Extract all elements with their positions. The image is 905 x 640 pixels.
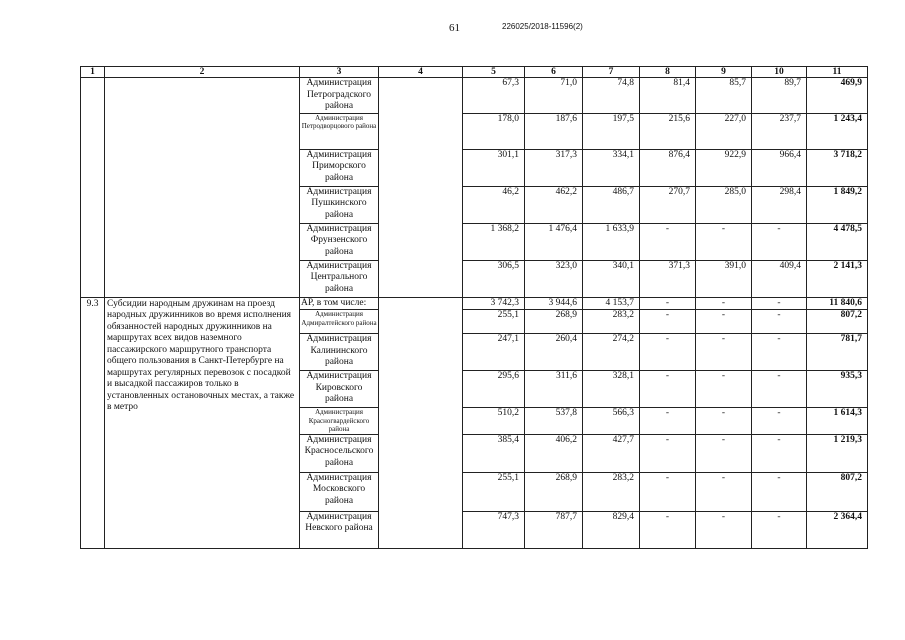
page-number: 61 [449, 22, 460, 34]
administration-name: Администрация Адмиралтейского района [300, 310, 379, 334]
item-description-cell: Субсидии народным дружинам на проезд народных дружинников во время исполнения обязанностей народных дружинников на маршрутах всех видов наземного пассажирского маршрутного транспорта общего пользования в Санкт-Петербурге на маршрутах регулярных перевозок с посадкой и высадкой пассажиров только в установленных остановочных местах, а также в метро [105, 297, 300, 548]
value-cell-11: 469,9 [807, 78, 868, 114]
value-cell-5: 255,1 [463, 472, 525, 511]
administration-name: Администрация Приморского района [300, 149, 379, 186]
administration-name: Администрация Красногвардейского района [300, 408, 379, 435]
column-header-2: 2 [105, 67, 300, 78]
value-cell-8: 81,4 [640, 78, 696, 114]
value-cell-10: 966,4 [752, 149, 807, 186]
value-cell-7: 328,1 [583, 371, 640, 408]
value-cell-10: - [752, 472, 807, 511]
value-cell-5: 46,2 [463, 186, 525, 223]
value-cell-10: - [752, 334, 807, 371]
value-cell-5: 306,5 [463, 260, 525, 297]
table-row [81, 78, 868, 114]
value-cell-6: 3 944,6 [525, 297, 583, 310]
value-cell-5: 747,3 [463, 511, 525, 548]
value-cell-7: 1 633,9 [583, 223, 640, 260]
value-cell-5: 295,6 [463, 371, 525, 408]
value-cell-9: 922,9 [696, 149, 752, 186]
value-cell-6: 71,0 [525, 78, 583, 114]
administration-name: Администрация Петродворцового района [300, 113, 379, 149]
value-cell-7: 340,1 [583, 260, 640, 297]
value-cell-11: 935,3 [807, 371, 868, 408]
value-cell-7: 334,1 [583, 149, 640, 186]
value-cell-6: 268,9 [525, 310, 583, 334]
value-cell-6: 537,8 [525, 408, 583, 435]
value-cell-9: 285,0 [696, 186, 752, 223]
administration-name: Администрация Фрунзенского района [300, 223, 379, 260]
value-cell-9: 227,0 [696, 113, 752, 149]
administration-name: Администрация Кировского района [300, 371, 379, 408]
value-cell-8: 876,4 [640, 149, 696, 186]
value-cell-9: - [696, 310, 752, 334]
value-cell-5: 3 742,3 [463, 297, 525, 310]
value-cell-10: 409,4 [752, 260, 807, 297]
value-cell-10: 237,7 [752, 113, 807, 149]
value-cell-5: 67,3 [463, 78, 525, 114]
value-cell-11: 1 219,3 [807, 434, 868, 472]
administration-name: АР, в том числе: [300, 297, 379, 310]
column-header-7: 7 [583, 67, 640, 78]
value-cell-6: 260,4 [525, 334, 583, 371]
value-cell-9: - [696, 511, 752, 548]
value-cell-6: 1 476,4 [525, 223, 583, 260]
administration-name: Администрация Красносельского района [300, 434, 379, 472]
value-cell-9: 85,7 [696, 78, 752, 114]
administration-name: Администрация Пушкинского района [300, 186, 379, 223]
value-cell-5: 301,1 [463, 149, 525, 186]
value-cell-9: - [696, 297, 752, 310]
column-header-4: 4 [379, 67, 463, 78]
value-cell-8: - [640, 434, 696, 472]
column-header-3: 3 [300, 67, 379, 78]
value-cell-9: - [696, 472, 752, 511]
value-cell-7: 566,3 [583, 408, 640, 435]
value-cell-10: 89,7 [752, 78, 807, 114]
value-cell-7: 197,5 [583, 113, 640, 149]
value-cell-10: 298,4 [752, 186, 807, 223]
item-number-cell: 9.3 [81, 297, 105, 548]
value-cell-10: - [752, 223, 807, 260]
value-cell-11: 2 364,4 [807, 511, 868, 548]
value-cell-11: 2 141,3 [807, 260, 868, 297]
value-cell-9: - [696, 371, 752, 408]
column-header-1: 1 [81, 67, 105, 78]
column-header-6: 6 [525, 67, 583, 78]
value-cell-10: - [752, 310, 807, 334]
value-cell-7: 283,2 [583, 310, 640, 334]
document-code: 226025/2018-11596(2) [502, 22, 583, 31]
value-cell-6: 323,0 [525, 260, 583, 297]
value-cell-11: 11 840,6 [807, 297, 868, 310]
value-cell-11: 4 478,5 [807, 223, 868, 260]
administration-name: Администрация Невского района [300, 511, 379, 548]
value-cell-7: 74,8 [583, 78, 640, 114]
value-cell-10: - [752, 408, 807, 435]
value-cell-5: 178,0 [463, 113, 525, 149]
administration-name: Администрация Московского района [300, 472, 379, 511]
column-header-9: 9 [696, 67, 752, 78]
value-cell-8: - [640, 371, 696, 408]
value-cell-11: 807,2 [807, 472, 868, 511]
column-header-10: 10 [752, 67, 807, 78]
value-cell-8: 215,6 [640, 113, 696, 149]
value-cell-10: - [752, 511, 807, 548]
subtotal-row [81, 297, 868, 310]
value-cell-10: - [752, 434, 807, 472]
value-cell-8: - [640, 310, 696, 334]
column-header-11: 11 [807, 67, 868, 78]
value-cell-7: 486,7 [583, 186, 640, 223]
value-cell-8: 270,7 [640, 186, 696, 223]
value-cell-11: 1 849,2 [807, 186, 868, 223]
column-4-cell [379, 297, 463, 548]
value-cell-7: 4 153,7 [583, 297, 640, 310]
value-cell-11: 1 243,4 [807, 113, 868, 149]
value-cell-6: 317,3 [525, 149, 583, 186]
value-cell-5: 1 368,2 [463, 223, 525, 260]
value-cell-6: 268,9 [525, 472, 583, 511]
value-cell-8: - [640, 408, 696, 435]
column-header-row [81, 67, 868, 78]
value-cell-5: 510,2 [463, 408, 525, 435]
administration-name: Администрация Центрального района [300, 260, 379, 297]
item-description-cell [105, 78, 300, 298]
value-cell-7: 427,7 [583, 434, 640, 472]
value-cell-9: - [696, 408, 752, 435]
value-cell-6: 187,6 [525, 113, 583, 149]
value-cell-9: 391,0 [696, 260, 752, 297]
value-cell-8: - [640, 223, 696, 260]
value-cell-9: - [696, 223, 752, 260]
value-cell-11: 1 614,3 [807, 408, 868, 435]
value-cell-6: 311,6 [525, 371, 583, 408]
administration-name: Администрация Калининского района [300, 334, 379, 371]
value-cell-10: - [752, 297, 807, 310]
value-cell-10: - [752, 371, 807, 408]
item-number-cell [81, 78, 105, 298]
value-cell-9: - [696, 434, 752, 472]
value-cell-11: 3 718,2 [807, 149, 868, 186]
value-cell-7: 829,4 [583, 511, 640, 548]
value-cell-11: 807,2 [807, 310, 868, 334]
value-cell-9: - [696, 334, 752, 371]
value-cell-6: 462,2 [525, 186, 583, 223]
administration-name: Администрация Петроградского района [300, 78, 379, 114]
table-body [81, 78, 868, 549]
value-cell-8: - [640, 297, 696, 310]
value-cell-8: - [640, 334, 696, 371]
value-cell-5: 247,1 [463, 334, 525, 371]
value-cell-5: 255,1 [463, 310, 525, 334]
value-cell-7: 274,2 [583, 334, 640, 371]
column-header-8: 8 [640, 67, 696, 78]
value-cell-8: - [640, 472, 696, 511]
value-cell-8: 371,3 [640, 260, 696, 297]
column-header-5: 5 [463, 67, 525, 78]
value-cell-6: 787,7 [525, 511, 583, 548]
value-cell-8: - [640, 511, 696, 548]
budget-table [80, 66, 868, 549]
value-cell-11: 781,7 [807, 334, 868, 371]
column-4-cell [379, 78, 463, 298]
value-cell-7: 283,2 [583, 472, 640, 511]
value-cell-6: 406,2 [525, 434, 583, 472]
value-cell-5: 385,4 [463, 434, 525, 472]
